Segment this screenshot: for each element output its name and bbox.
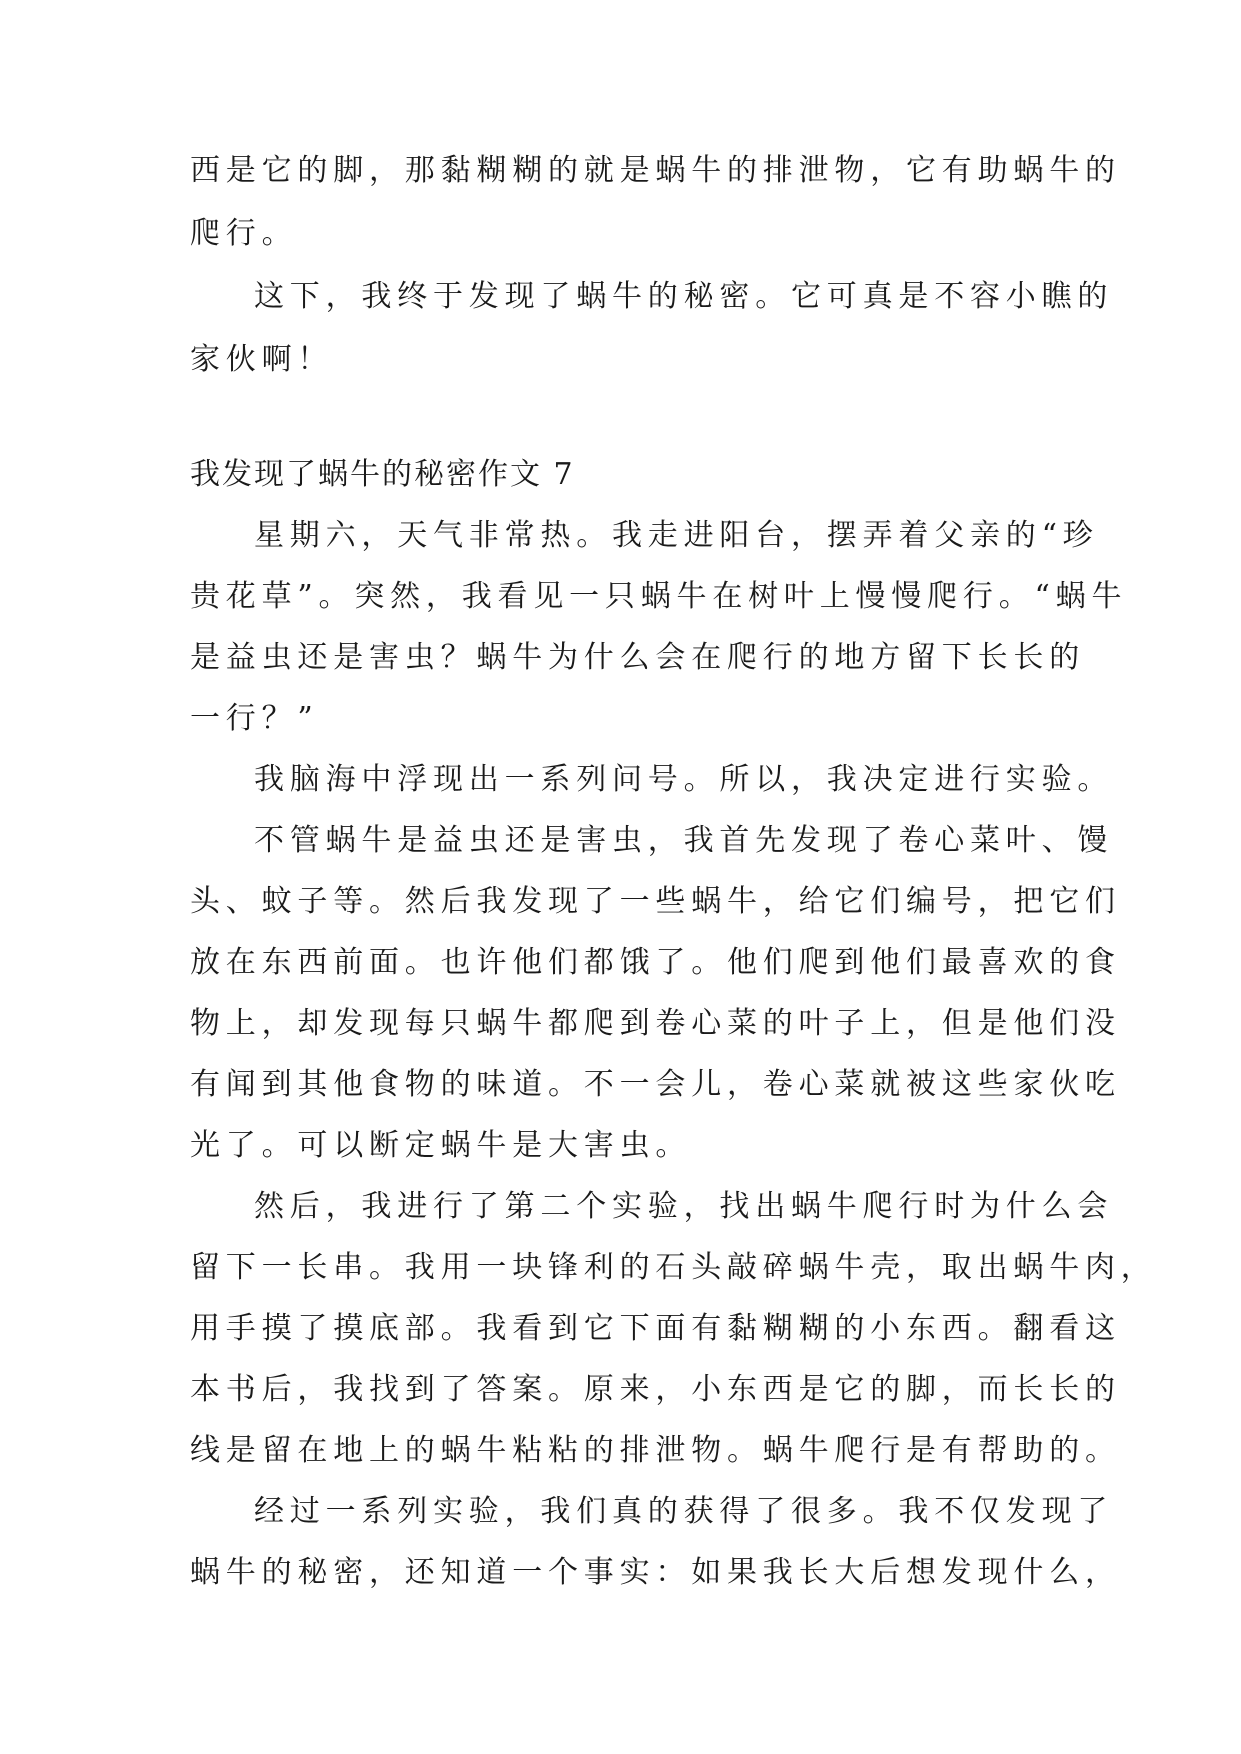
text-line: 一行？”	[190, 701, 319, 736]
text-line: 有闻到其他食物的味道。不一会儿，卷心菜就被这些家伙吃	[190, 1067, 1121, 1102]
text-line: 家伙啊！	[190, 342, 334, 377]
text-line: 贵花草”。突然，我看见一只蜗牛在树叶上慢慢爬行。“蜗牛	[190, 579, 1128, 614]
paragraph-start-line: 这下，我终于发现了蜗牛的秘密。它可真是不容小瞧的	[254, 279, 1114, 314]
text-line: 是益虫还是害虫？蜗牛为什么会在爬行的地方留下长长的	[190, 640, 1085, 675]
paragraph-start-line: 然后，我进行了第二个实验，找出蜗牛爬行时为什么会	[254, 1189, 1114, 1224]
section-title: 我发现了蜗牛的秘密作文 7	[190, 457, 575, 492]
text-line: 物上，却发现每只蜗牛都爬到卷心菜的叶子上，但是他们没	[190, 1006, 1121, 1041]
text-line: 用手摸了摸底部。我看到它下面有黏糊糊的小东西。翻看这	[190, 1311, 1121, 1346]
text-line: 线是留在地上的蜗牛粘粘的排泄物。蜗牛爬行是有帮助的。	[190, 1433, 1121, 1468]
paragraph-start-line: 不管蜗牛是益虫还是害虫，我首先发现了卷心菜叶、馒	[254, 823, 1114, 858]
text-line: 爬行。	[190, 216, 298, 251]
text-line: 光了。可以断定蜗牛是大害虫。	[190, 1128, 692, 1163]
text-line: 留下一长串。我用一块锋利的石头敲碎蜗牛壳，取出蜗牛肉，	[190, 1250, 1157, 1285]
paragraph-start-line: 我脑海中浮现出一系列问号。所以，我决定进行实验。	[254, 762, 1114, 797]
paragraph-start-line: 星期六，天气非常热。我走进阳台，摆弄着父亲的“珍	[254, 518, 1099, 553]
text-line: 西是它的脚，那黏糊糊的就是蜗牛的排泄物，它有助蜗牛的	[190, 153, 1121, 188]
text-line: 放在东西前面。也许他们都饿了。他们爬到他们最喜欢的食	[190, 945, 1121, 980]
text-line: 蜗牛的秘密，还知道一个事实：如果我长大后想发现什么，	[190, 1555, 1121, 1590]
text-line: 本书后，我找到了答案。原来，小东西是它的脚，而长长的	[190, 1372, 1121, 1407]
paragraph-start-line: 经过一系列实验，我们真的获得了很多。我不仅发现了	[254, 1494, 1114, 1529]
text-line: 头、蚊子等。然后我发现了一些蜗牛，给它们编号，把它们	[190, 884, 1121, 919]
